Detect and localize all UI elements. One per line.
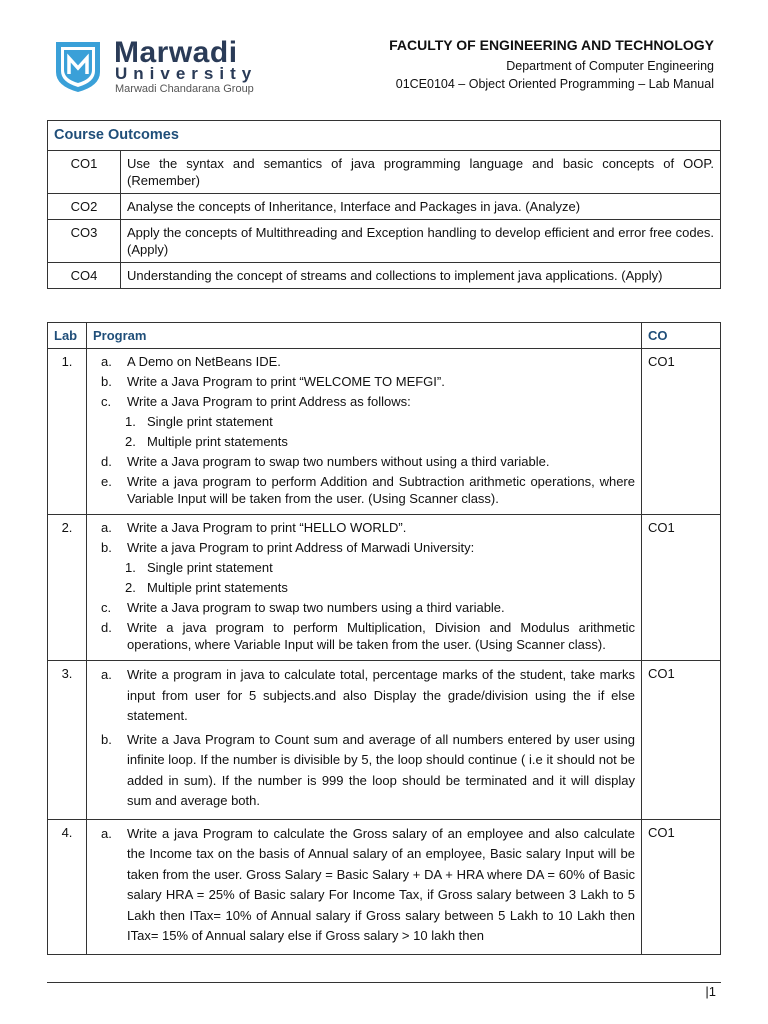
item-text: Single print statement (147, 414, 273, 429)
item-text: Write a Java program to swap two numbers without using a third variable. (127, 454, 550, 469)
item-marker: b. (101, 374, 112, 389)
item-marker: 1. (125, 560, 136, 575)
table-row (48, 819, 721, 954)
lab-co: CO1 (642, 661, 721, 820)
item-marker: d. (101, 620, 112, 635)
item-marker: b. (101, 731, 112, 747)
table-row (48, 151, 721, 194)
co-id: CO3 (48, 220, 121, 263)
item-text: Write a java Program to calculate the Gross salary of an employee and also calculate the Income tax on the basis of Annual salary of an employee, Basic salary Input will be taken from the user. Gross Salary = Basic Salary + DA + HRA where DA = 60% of Basic salary HRA = 25% of Basic salary For Income Tax, if Gross salary between 3 Lakh to 5 Lakh then ITax= 10% of Annual salary if Gross salary between 5 Lakh to 10 Lakh then ITax= 15% of Annual salary else if Gross salary > 10 lakh then (127, 825, 635, 943)
item-marker: a. (101, 354, 112, 369)
item-text: Write a Java Program to print Address as follows: (127, 394, 411, 409)
lab-number: 4. (48, 819, 87, 954)
item-text: A Demo on NetBeans IDE. (127, 354, 281, 369)
item-marker: a. (101, 825, 112, 841)
list-item (93, 519, 635, 536)
item-text: Multiple print statements (147, 434, 288, 449)
lab-co: CO1 (642, 515, 721, 661)
list-item (93, 730, 635, 812)
item-text: Write a program in java to calculate total, percentage marks of the student, take marks input from user for 5 subjects.and also Display the grade/division using the if else statement. (127, 667, 635, 723)
table-row (48, 220, 721, 263)
footer-divider (47, 982, 721, 983)
co-id: CO4 (48, 263, 121, 289)
lab-co: CO1 (642, 819, 721, 954)
sub-list-item (125, 579, 635, 596)
co-description: Apply the concepts of Multithreading and Exception handling to develop efficient and error free codes. (Apply) (121, 220, 721, 263)
item-text: Write a Java Program to Count sum and average of all numbers entered by user using infinite loop. If the number is divisible by 5, the loop should continue ( i.e it should not be added in sum). If the number is 999 the loop should be terminated and it will display sum and average both. (127, 731, 635, 808)
list-item (93, 453, 635, 470)
table-row (48, 515, 721, 661)
university-logo (52, 38, 292, 98)
list-item (93, 473, 635, 507)
sub-list-item (125, 433, 635, 450)
list-item (93, 393, 635, 410)
item-marker: d. (101, 454, 112, 469)
item-marker: 1. (125, 414, 136, 429)
list-item (93, 619, 635, 653)
list-item (93, 373, 635, 390)
column-header-program: Program (87, 323, 642, 349)
department-name: Department of Computer Engineering (506, 59, 714, 73)
item-text: Write a Java program to swap two numbers using a third variable. (127, 600, 505, 615)
lab-program (87, 515, 642, 661)
faculty-title: FACULTY OF ENGINEERING AND TECHNOLOGY (389, 37, 714, 53)
lab-number: 2. (48, 515, 87, 661)
item-text: Write a Java Program to print “WELCOME TO MEFGI”. (127, 374, 445, 389)
lab-co: CO1 (642, 349, 721, 515)
shield-logo-icon (52, 38, 104, 94)
co-description: Analyse the concepts of Inheritance, Interface and Packages in java. (Analyze) (121, 194, 721, 220)
co-description: Use the syntax and semantics of java programming language and basic concepts of OOP. (Remember) (121, 151, 721, 194)
course-outcomes-table (47, 120, 721, 289)
list-item (93, 824, 635, 947)
sub-list-item (125, 559, 635, 576)
column-header-co: CO (642, 323, 721, 349)
item-marker: 2. (125, 580, 136, 595)
item-text: Write a java program to perform Multiplication, Division and Modulus arithmetic operations, where Variable Input will be taken from the user. (Using Scanner class). (127, 620, 635, 652)
item-text: Write a java program to perform Addition and Subtraction arithmetic operations, where Variable Input will be taken from the user. (Using Scanner class). (127, 474, 635, 506)
brand-name: Marwadi (114, 36, 238, 69)
item-marker: 2. (125, 434, 136, 449)
table-row (48, 349, 721, 515)
table-row (48, 263, 721, 289)
lab-number: 1. (48, 349, 87, 515)
co-id: CO1 (48, 151, 121, 194)
list-item (93, 539, 635, 556)
item-marker: e. (101, 474, 112, 489)
page-number: |1 (705, 984, 716, 999)
lab-program (87, 661, 642, 820)
item-marker: c. (101, 394, 112, 409)
table-header-row (48, 323, 721, 349)
co-description: Understanding the concept of streams and collections to implement java applications. (Apply) (121, 263, 721, 289)
table-row (48, 661, 721, 820)
lab-number: 3. (48, 661, 87, 820)
list-item (93, 599, 635, 616)
lab-program (87, 349, 642, 515)
course-name: 01CE0104 – Object Oriented Programming – Lab Manual (395, 77, 714, 91)
item-text: Write a java Program to print Address of Marwadi University: (127, 540, 475, 555)
brand-group: Marwadi Chandarana Group (115, 83, 254, 95)
table-row (48, 194, 721, 220)
co-id: CO2 (48, 194, 121, 220)
sub-list-item (125, 413, 635, 430)
header-info (389, 37, 714, 93)
brand-sub: University (115, 64, 258, 83)
list-item (93, 353, 635, 370)
lab-program-table (47, 322, 721, 955)
item-marker: a. (101, 520, 112, 535)
course-outcomes-title: Course Outcomes (48, 121, 721, 151)
column-header-lab: Lab (48, 323, 87, 349)
lab-program (87, 819, 642, 954)
item-marker: a. (101, 667, 112, 682)
item-marker: c. (101, 600, 112, 615)
item-text: Multiple print statements (147, 580, 288, 595)
item-marker: b. (101, 540, 112, 555)
list-item (93, 665, 635, 727)
page-header (0, 0, 768, 110)
item-text: Single print statement (147, 560, 273, 575)
item-text: Write a Java Program to print “HELLO WORLD”. (127, 520, 407, 535)
